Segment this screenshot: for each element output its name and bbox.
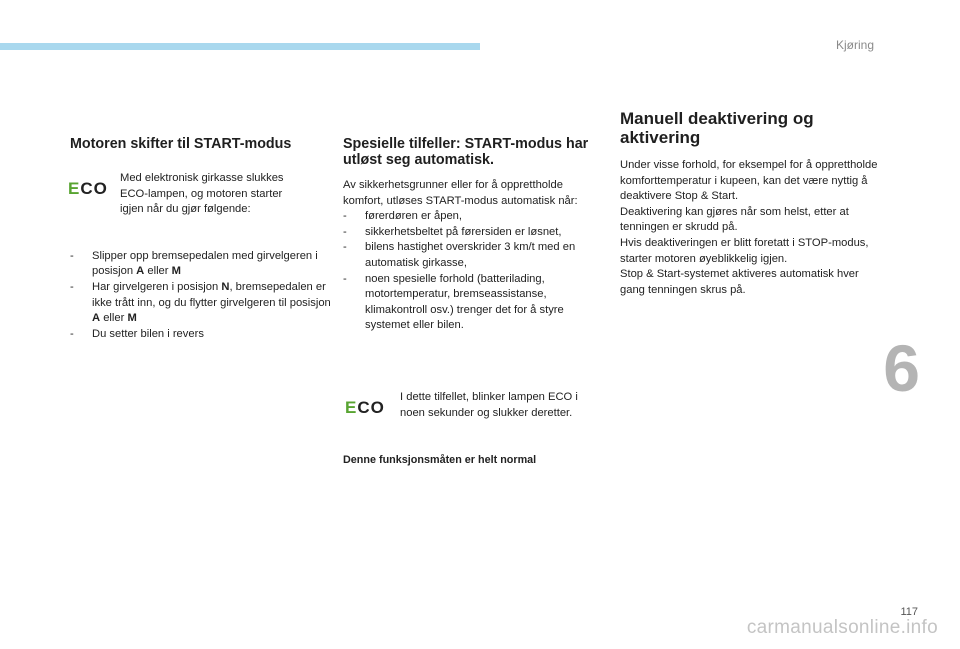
section-heading: Spesielle tilfeller: START-modus har utløst seg automatisk.	[343, 136, 589, 168]
eco-icon: ECO	[345, 397, 385, 417]
condition-list	[70, 249, 332, 343]
chapter-number: 6	[883, 331, 920, 405]
section-heading: Motoren skifter til START-modus	[70, 136, 292, 152]
page-number: 117	[900, 606, 918, 618]
column-start-mode	[70, 136, 332, 342]
paragraph: Under visse forhold, for eksempel for å opprettholde komforttemperatur i kupeen, kan det være nyttig å deaktivere Stop & Start.	[620, 159, 878, 203]
eco-description: Med elektronisk girkasse slukkes ECO-lampen, og motoren starter igjen når du gjør følgende:	[120, 172, 284, 216]
list-item: - Slipper opp bremsepedalen med girvelgeren i posisjon A eller M	[70, 249, 332, 280]
eco-description: I dette tilfellet, blinker lampen ECO i noen sekunder og slukker deretter.	[400, 390, 578, 419]
chapter-title: Kjøring	[835, 38, 874, 52]
list-item: - Du setter bilen i revers	[70, 327, 332, 343]
eco-info-row	[70, 171, 332, 218]
list-item: - førerdøren er åpen,	[343, 209, 605, 225]
list-item: - noen spesielle forhold (batterilading, motortemperatur, bremseassistanse, klimakontroll osv.) trenger det for å styre systemet eller bilen.	[343, 272, 605, 334]
normal-operation-note: Denne funksjonsmåten er helt normal	[343, 454, 537, 467]
paragraph: Deaktivering kan gjøres når som helst, etter at tenningen er skrudd på.	[620, 205, 849, 234]
list-item: - sikkerhetsbeltet på førersiden er løsnet,	[343, 225, 605, 241]
list-item: - bilens hastighet overskrider 3 km/t med en automatisk girkasse,	[343, 240, 605, 271]
body-text	[620, 158, 882, 298]
column-special-cases	[343, 136, 605, 469]
eco-icon: ECO	[68, 179, 108, 198]
watermark: carmanualsonline.info	[746, 617, 938, 638]
header-accent-bar	[0, 43, 480, 50]
eco-info-row	[343, 390, 605, 421]
section-heading: Manuell deaktivering og aktivering	[620, 109, 814, 147]
intro-text: Av sikkerhetsgrunner eller for å opprettholde komfort, utløses START-modus automatisk når:	[343, 179, 578, 207]
paragraph: Stop & Start-systemet aktiveres automatisk hver gang tenningen skrus på.	[620, 268, 859, 296]
column-manual-deactivation	[620, 109, 882, 298]
paragraph: Hvis deaktiveringen er blitt foretatt i STOP-modus, starter motoren øyeblikkelig igjen.	[620, 236, 869, 265]
trigger-list	[343, 209, 605, 334]
list-item: - Har girvelgeren i posisjon N, bremsepedalen er ikke trått inn, og du flytter girvelgeren til posisjon A eller M	[70, 280, 332, 327]
